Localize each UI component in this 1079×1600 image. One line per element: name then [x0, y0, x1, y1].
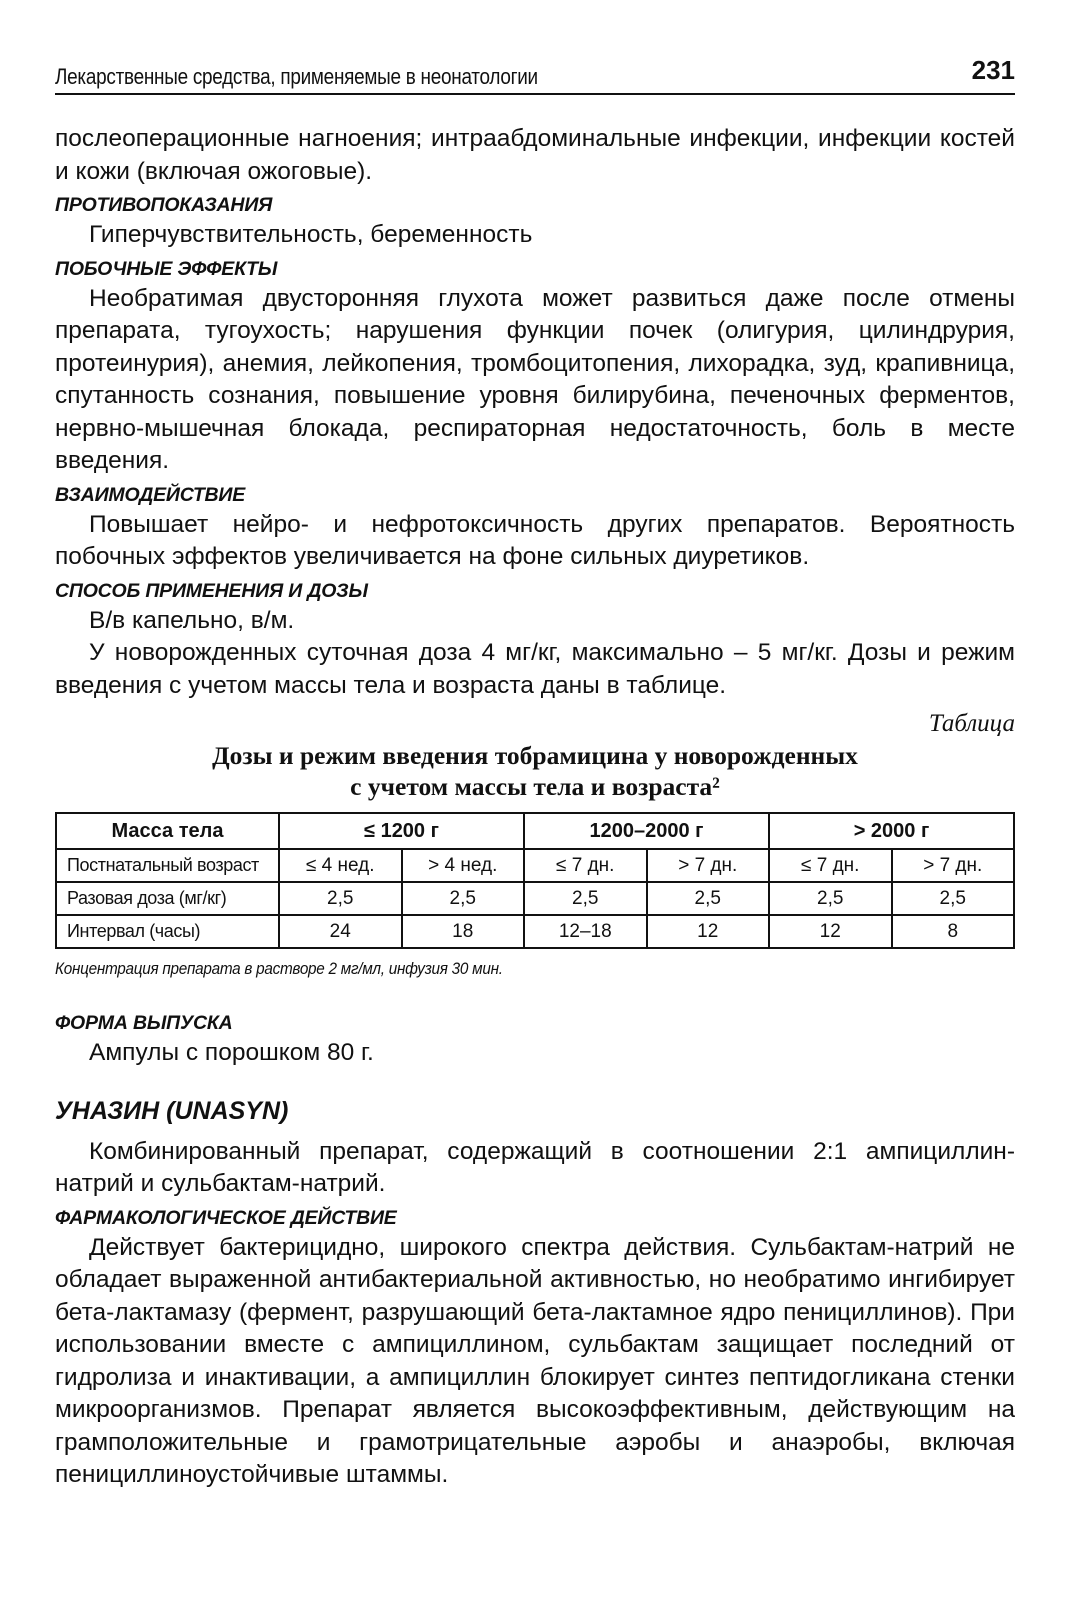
row-label: Интервал (часы): [56, 915, 279, 948]
table-cell: ≤ 7 дн.: [524, 849, 647, 882]
table-row: [56, 882, 1014, 915]
dosage-text: У новорожденных суточная доза 4 мг/кг, максимально – 5 мг/кг. Дозы и режим введения с учетом массы тела и возраста даны в таблице.: [55, 639, 1015, 699]
table-row: [56, 849, 1014, 882]
side-effects-text: Необратимая двусторонняя глухота может развиться даже после отмены препарата, тугоухость; нарушения функции почек (олигурия, цилиндрурия, протеинурия), анемия, лейкопения, тромбоцитопения, лихорадка, зуд, крапивница, спутанность сознания, повышение уровня билирубина, печеночных ферментов, нервно-мышечная блокада, респираторная недостаточность, боль в месте введения.: [55, 284, 1015, 474]
page-number: 231: [971, 55, 1015, 85]
pharmacology-text: Действует бактерицидно, широкого спектра действия. Сульбактам-натрий не обладает выраженной антибактериальной активностью, но необратимо ингибирует бета-лактамазу (фермент, разрушающий бета-лактамное ядро пенициллинов). При использовании вместе с ампициллином, сульбактам защищает последний от гидролиза и инактивации, а ампициллин блокирует синтез пептидогликана стенки микроорганизмов. Препарат является высокоэффективным, действующим на грамположительные и грамотрицательные аэробы и анаэробы, включая пенициллиноустойчивые штаммы.: [55, 1233, 1015, 1488]
table-cell: > 4 нед.: [402, 849, 525, 882]
header-group-1: ≤ 1200 г: [279, 813, 524, 849]
interaction-text: Повышает нейро- и нефротоксичность других препаратов. Вероятность побочных эффектов увеличивается на фоне сильных диуретиков.: [55, 510, 1015, 570]
table-cell: 12–18: [524, 915, 647, 948]
header-mass-label: Масса тела: [56, 813, 279, 849]
table-cell: 2,5: [524, 882, 647, 915]
table-cell: ≤ 7 дн.: [769, 849, 892, 882]
row-label: Постнатальный возраст: [56, 849, 279, 882]
table-cell: 2,5: [892, 882, 1015, 915]
contraindications-text: Гиперчувствительность, беременность: [89, 221, 533, 248]
table-label: Таблица: [928, 710, 1015, 737]
drug-description: Комбинированный препарат, содержащий в соотношении 2:1 ампициллин-натрий и сульбактам-натрий.: [55, 1137, 1015, 1197]
header-group-3: > 2000 г: [769, 813, 1014, 849]
table-row: [56, 915, 1014, 948]
table-cell: > 7 дн.: [647, 849, 770, 882]
table-title-line-1: Дозы и режим введения тобрамицина у новорожденных: [212, 741, 858, 770]
running-header: [55, 44, 1015, 95]
table-title-line-2: с учетом массы тела и возраста²: [350, 772, 720, 801]
release-form-heading: ФОРМА ВЫПУСКА: [55, 1012, 233, 1034]
table-cell: 24: [279, 915, 402, 948]
table-note: Концентрация препарата в растворе 2 мг/мл, инфузия 30 мин.: [55, 959, 503, 978]
table-cell: 18: [402, 915, 525, 948]
dosage-heading: СПОСОБ ПРИМЕНЕНИЯ И ДОЗЫ: [55, 579, 368, 602]
pharmacology-heading: ФАРМАКОЛОГИЧЕСКОЕ ДЕЙСТВИЕ: [55, 1206, 397, 1229]
table-cell: > 7 дн.: [892, 849, 1015, 882]
table-cell: 2,5: [279, 882, 402, 915]
table-cell: 2,5: [647, 882, 770, 915]
table-cell: 2,5: [769, 882, 892, 915]
table-header-row: [56, 813, 1014, 849]
row-label: Разовая доза (мг/кг): [56, 882, 279, 915]
running-title: Лекарственные средства, применяемые в неонатологии: [55, 64, 538, 89]
dose-table: [55, 812, 1015, 949]
intro-paragraph: послеоперационные нагноения; интраабдоминальные инфекции, инфекции костей и кожи (включая ожоговые).: [55, 125, 1015, 185]
table-cell: 8: [892, 915, 1015, 948]
side-effects-heading: ПОБОЧНЫЕ ЭФФЕКТЫ: [55, 257, 278, 280]
table-title: [55, 740, 1015, 802]
page: [55, 44, 1015, 1492]
contraindications-heading: ПРОТИВОПОКАЗАНИЯ: [55, 194, 273, 216]
table-cell: 2,5: [402, 882, 525, 915]
interaction-heading: ВЗАИМОДЕЙСТВИЕ: [55, 483, 246, 506]
table-cell: 12: [647, 915, 770, 948]
table-cell: ≤ 4 нед.: [279, 849, 402, 882]
dosage-route: В/в капельно, в/м.: [89, 606, 295, 634]
drug-title: УНАЗИН (UNASYN): [55, 1096, 289, 1125]
header-group-2: 1200–2000 г: [524, 813, 769, 849]
release-form-text: Ампулы с порошком 80 г.: [89, 1039, 374, 1066]
table-cell: 12: [769, 915, 892, 948]
